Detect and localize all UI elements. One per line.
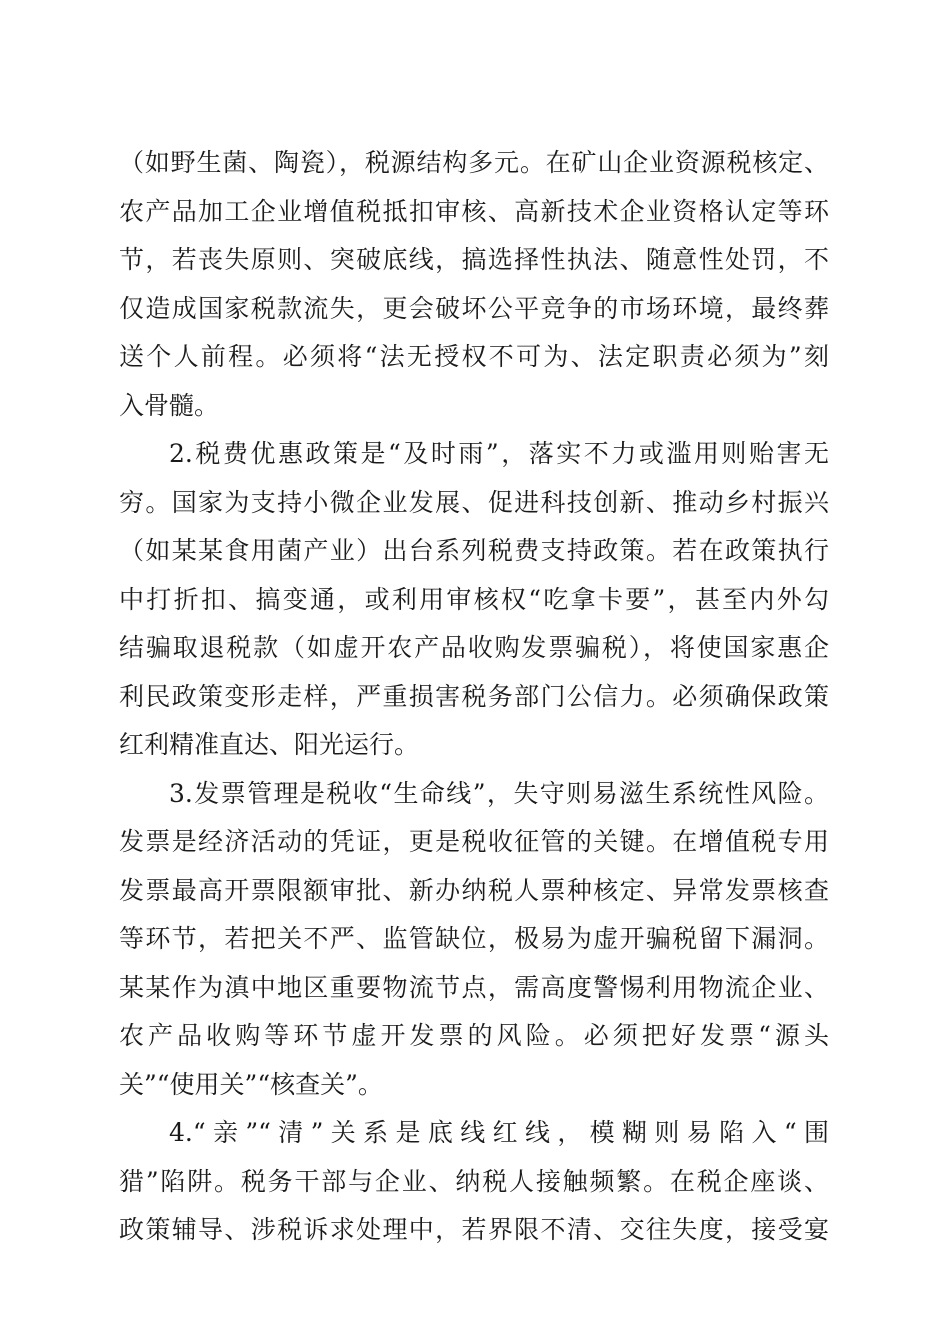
body-text <box>119 139 829 1255</box>
text-line: 发票最高开票限额审批、新办纳税人票种核定、异常发票核查 <box>119 875 829 905</box>
text-line: 猎”陷阱。税务干部与企业、纳税人接触频繁。在税企座谈、 <box>119 1166 829 1196</box>
text-line: 节，若丧失原则、突破底线，搞选择性执法、随意性处罚，不 <box>119 245 829 274</box>
text-line: 结骗取退税款（如虚开农产品收购发票骗税），将使国家惠企 <box>119 633 829 662</box>
text-line: 发票是经济活动的凭证，更是税收征管的关键。在增值税专用 <box>119 827 829 856</box>
text-line: （如野生菌、陶瓷），税源结构多元。在矿山企业资源税核定、 <box>119 148 829 177</box>
text-line: 红利精准直达、阳光运行。 <box>119 730 420 759</box>
text-line: 送个人前程。必须将“法无授权不可为、法定职责必须为”刻 <box>119 342 829 371</box>
text-line: （如某某食用菌产业）出台系列税费支持政策。若在政策执行 <box>119 536 829 565</box>
text-line: 穷。国家为支持小微企业发展、促进科技创新、推动乡村振兴 <box>119 487 829 517</box>
text-line: 2.税费优惠政策是“及时雨”，落实不力或滥用则贻害无 <box>169 439 829 468</box>
text-line: 中打折扣、搞变通，或利用审核权“吃拿卡要”，甚至内外勾 <box>119 584 829 614</box>
text-line: 某某作为滇中地区重要物流节点，需高度警惕利用物流企业、 <box>119 972 829 1002</box>
text-line: 仅造成国家税款流失，更会破坏公平竞争的市场环境，最终葬 <box>119 293 829 323</box>
text-line: 农产品加工企业增值税抵扣审核、高新技术企业资格认定等环 <box>119 196 829 226</box>
text-line: 入骨髓。 <box>119 390 220 420</box>
text-line: 利民政策变形走样，严重损害税务部门公信力。必须确保政策 <box>119 681 829 711</box>
text-line: 等环节，若把关不严、监管缺位，极易为虚开骗税留下漏洞。 <box>119 924 829 953</box>
text-line: 农产品收购等环节虚开发票的风险。必须把好发票“源头 <box>119 1021 829 1050</box>
text-line: 3.发票管理是税收“生命线”，失守则易滋生系统性风险。 <box>169 778 829 808</box>
text-line: 4.“亲”“清”关系是底线红线，模糊则易陷入“围 <box>169 1118 829 1147</box>
text-line: 关”“使用关”“核查关”。 <box>119 1069 383 1099</box>
text-line: 政策辅导、涉税诉求处理中，若界限不清、交往失度，接受宴 <box>119 1215 829 1244</box>
